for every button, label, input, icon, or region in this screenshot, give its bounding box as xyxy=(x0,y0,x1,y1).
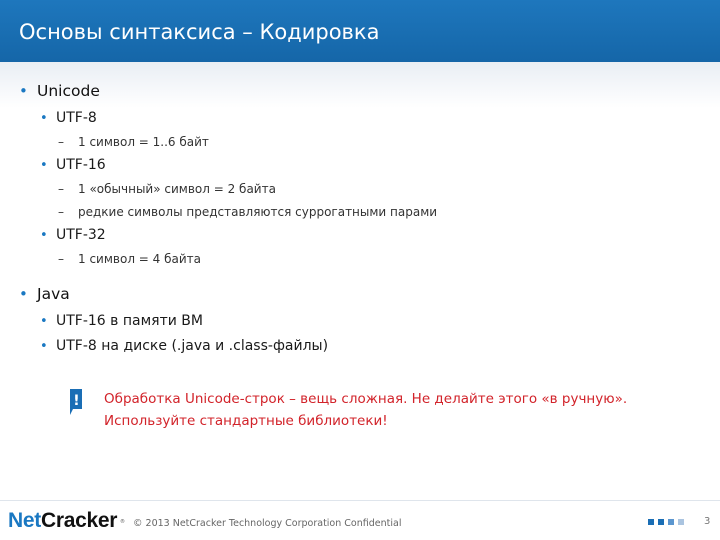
bullet-item xyxy=(40,338,328,354)
bullet-text: UTF-16 xyxy=(56,157,106,173)
footer-divider xyxy=(0,500,720,501)
bullet-marker: • xyxy=(40,157,48,173)
slide-header xyxy=(0,0,720,62)
bullet-text: Unicode xyxy=(37,82,100,100)
pager-dot xyxy=(678,519,684,525)
bullet-marker: • xyxy=(40,227,48,243)
dash-marker: – xyxy=(58,252,64,266)
bullet-item xyxy=(40,313,203,329)
warning-note xyxy=(104,388,627,432)
logo-cracker: Cracker xyxy=(40,509,118,532)
bullet-text: 1 «обычный» символ = 2 байта xyxy=(78,182,276,196)
bullet-text: UTF-8 на диске (.java и .class-файлы) xyxy=(56,338,329,354)
logo-net: Net xyxy=(8,509,41,532)
pager-dot xyxy=(658,519,664,525)
page-number: 3 xyxy=(704,516,711,527)
bullet-marker: • xyxy=(19,285,28,303)
copyright-text: © 2013 NetCracker Technology Corporation Confidential xyxy=(133,518,402,529)
bullet-text: UTF-32 xyxy=(56,227,106,243)
trademark-sign: ® xyxy=(120,519,125,525)
warning-line-1: Обработка Unicode-строк – вещь сложная. Не делайте этого «в ручную». xyxy=(104,391,628,407)
bullet-marker: • xyxy=(19,82,28,100)
bullet-item xyxy=(40,157,106,173)
bullet-text: UTF-16 в памяти ВМ xyxy=(56,313,203,329)
bullet-item xyxy=(40,110,97,126)
bullet-marker: • xyxy=(40,338,48,354)
bullet-item xyxy=(19,82,100,100)
bullet-marker: • xyxy=(40,110,48,126)
bullet-text: 1 символ = 4 байта xyxy=(78,252,202,266)
header-shade xyxy=(0,62,720,108)
bullet-text: редкие символы представляются суррогатными парами xyxy=(78,205,438,219)
slide-title: Основы синтаксиса – Кодировка xyxy=(19,20,380,44)
bullet-marker: • xyxy=(40,313,48,329)
bullet-text: 1 символ = 1..6 байт xyxy=(78,135,209,149)
bullet-item xyxy=(19,285,70,303)
bullet-item xyxy=(58,135,209,149)
pager-dot xyxy=(668,519,674,525)
dash-marker: – xyxy=(58,205,64,219)
bullet-item xyxy=(58,182,276,196)
pager-dot xyxy=(648,519,654,525)
pager-dots-icon xyxy=(648,519,684,525)
bullet-text: UTF-8 xyxy=(56,110,97,126)
netcracker-logo xyxy=(8,509,117,533)
dash-marker: – xyxy=(58,135,64,149)
warning-mark: ! xyxy=(73,393,80,409)
bullet-text: Java xyxy=(37,285,70,303)
bullet-item xyxy=(58,205,437,219)
bullet-item xyxy=(40,227,106,243)
warning-line-2: Используйте стандартные библиотеки! xyxy=(104,413,388,429)
bullet-item xyxy=(58,252,201,266)
dash-marker: – xyxy=(58,182,64,196)
exclamation-callout-icon xyxy=(67,389,83,418)
